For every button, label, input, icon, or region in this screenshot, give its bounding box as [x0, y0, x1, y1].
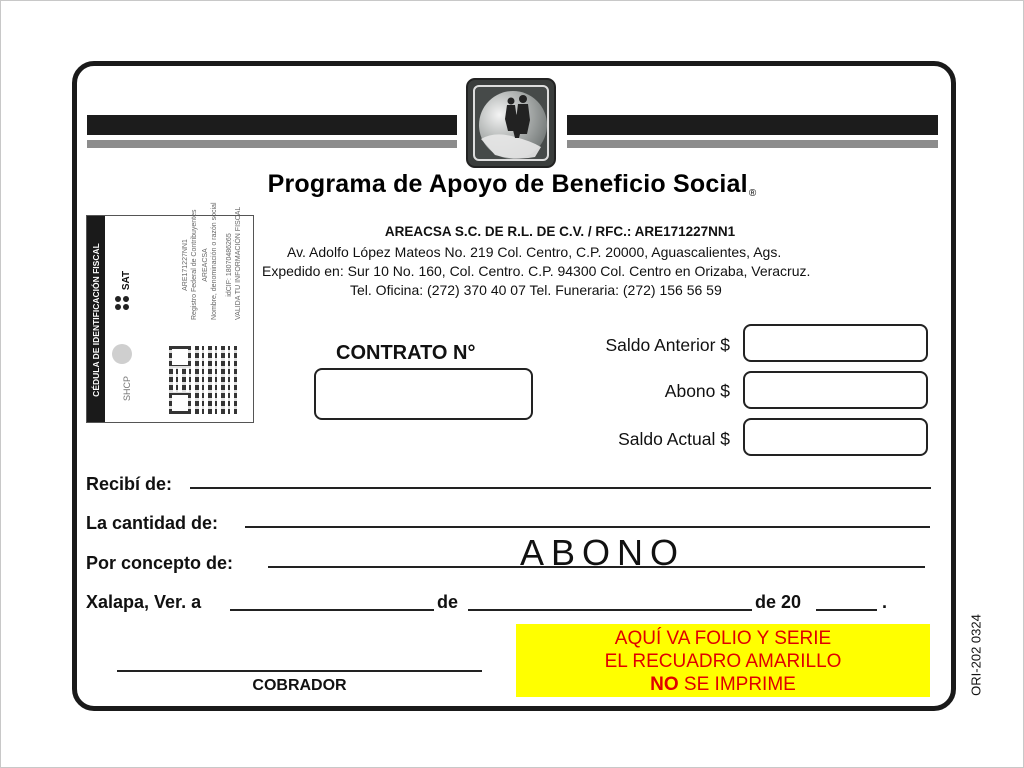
collector-label: COBRADOR — [252, 677, 347, 694]
contract-number-field[interactable] — [314, 368, 533, 420]
folio-notice-line3: NO SE IMPRIME — [650, 674, 796, 695]
previous-balance-label: Saldo Anterior $ — [605, 335, 730, 355]
header-bar-right — [567, 115, 938, 135]
header-bar-left — [87, 115, 457, 135]
month-line[interactable] — [468, 609, 752, 611]
folio-notice-box — [516, 624, 930, 697]
fiscal-id-card — [86, 202, 254, 423]
company-rfc: AREACSA S.C. DE R.L. DE C.V. / RFC.: ARE171227NN1 — [384, 224, 736, 239]
received-from-label: Recibí de: — [86, 474, 173, 494]
amount-label: La cantidad de: — [86, 513, 219, 533]
fiscal-validate-block: idCIF: 18070486265 VALIDA TU INFORMACIÓN FISCAL — [226, 206, 242, 320]
issued-label: Expedido en: — [262, 263, 344, 279]
amount-line[interactable] — [245, 526, 930, 528]
year-prefix-label: de 20 — [755, 592, 802, 612]
mexico-seal-icon — [112, 344, 132, 364]
day-line[interactable] — [230, 609, 434, 611]
program-title: Programa de Apoyo de Beneficio Social® — [267, 170, 757, 199]
sat-logo-icon — [115, 296, 131, 312]
previous-balance-field[interactable] — [743, 324, 928, 362]
header-stripe-left — [87, 140, 457, 148]
folio-notice-line2: EL RECUADRO AMARILLO — [604, 651, 842, 672]
fiscal-rfc-block: ARE171227NN1 Registro Federal de Contribuyentes — [182, 209, 198, 320]
header-stripe-right — [567, 140, 938, 148]
date-period: . — [882, 592, 888, 612]
payment-label: Abono $ — [664, 381, 730, 401]
current-balance-label: Saldo Actual $ — [618, 429, 730, 449]
place-date-label: Xalapa, Ver. a — [86, 592, 202, 612]
date-de-label: de — [437, 592, 459, 612]
fiscal-name-block: AREACSA Nombre, denominación o razón social — [202, 202, 218, 320]
concept-label: Por concepto de: — [86, 553, 234, 573]
contract-label: CONTRATO N° — [336, 342, 476, 364]
shcp-label: SHCP — [122, 375, 133, 402]
collector-signature-line[interactable] — [117, 670, 482, 672]
fiscal-card-strip — [87, 216, 105, 422]
payment-field[interactable] — [743, 371, 928, 409]
issued-address: Sur 10 No. 160, Col. Centro. C.P. 94300 Col. Centro en Orizaba, Veracruz. — [347, 263, 811, 279]
folio-notice-line1: AQUÍ VA FOLIO Y SERIE — [614, 628, 832, 649]
concept-value: ABONO — [520, 532, 686, 573]
company-address: Av. Adolfo López Mateos No. 219 Col. Centro, C.P. 20000, Aguascalientes, Ags. — [287, 244, 782, 260]
received-from-line[interactable] — [190, 487, 931, 489]
qr-code-pattern — [169, 346, 237, 414]
form-code: ORI-202 0324 — [968, 614, 984, 696]
fiscal-card-title: CÉDULA DE IDENTIFICACIÓN FISCAL — [91, 243, 101, 397]
sat-label: SAT — [121, 270, 133, 291]
company-phones: Tel. Oficina: (272) 370 40 07 Tel. Funeraria: (272) 156 56 59 — [350, 282, 722, 298]
issued-address-line — [262, 263, 810, 279]
registered-mark: ® — [748, 188, 757, 199]
family-in-hand-logo-icon — [466, 78, 556, 168]
year-line[interactable] — [816, 609, 877, 611]
current-balance-field[interactable] — [743, 418, 928, 456]
